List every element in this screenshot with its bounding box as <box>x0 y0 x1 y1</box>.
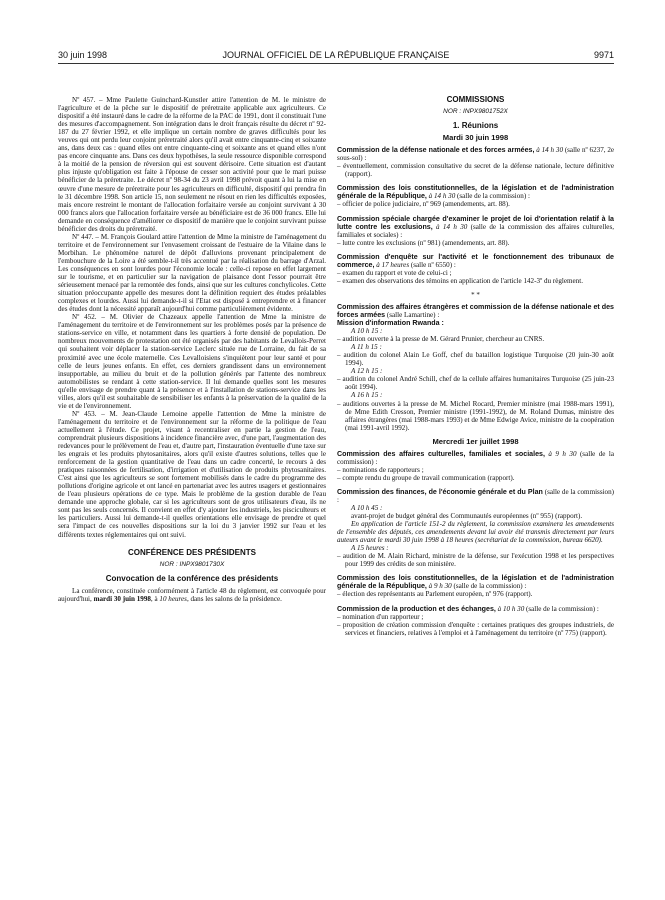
agenda-item: – audition de M. Alain Richard, ministre de la défense, sur l'exécution 1998 et les perspectives pour 1999 des crédits de son ministère. <box>337 552 614 569</box>
commission-name: Commission des lois constitutionnelles, de la législation et de l'administration générale de la République, <box>337 184 614 201</box>
commission-room: (salle de la commission) : <box>337 487 615 504</box>
question-457: Nº 457. – Mme Paulette Guinchard-Kunstler attire l'attention de M. le ministre de l'agriculture et de la pêche sur le dispositif de préretraite applicable aux agriculteurs. Ce dispositif a été instauré dans le cadre de la réforme de la PAC de 1991, dont il constituait l'une des mesures d'accompagnement. Son intégration dans le droit français résulte du décret nº 92-187 du 27 février 1992, et elle implique un certain nombre de graves difficultés pour les veuves qui ont perdu leur conjoint préretraité alors qu'il avait entre cinquante-cinq et soixante ans, dans deux cas : quand elles ont entre cinquante-cinq et soixante ans et quand elles n'ont pas encore cinquante ans. Dans ces deux hypothèses, la seule ressource disponible correspond à la moitié de la pension de réversion qui est souvent dérisoire. Cette situation est d'autant plus injuste qu'obligation est faite à l'épouse de cesser son activité pour que le mari puisse bénéficier de la préretraite. Le décret nº 98-34 du 23 avril 1998 prévoit quant à lui la mise en œuvre d'une mesure de préretraite pour les agriculteurs en difficulté, dispositif qui prendra fin le 31 décembre 1998. Son article 15, non seulement ne résout en rien les difficultés exposées, mais encore restreint le montant de l'allocation forfaitaire versée au conjoint survivant à 30 000 francs alors que l'allocation forfaitaire versée au bénéficiaire est de 36 000 francs. Elle lui demande en conséquence d'améliorer ce dispositif de manière que le conjoint survivant puisse bénéficier des droits du préretraité. <box>58 96 326 233</box>
page-header <box>58 50 614 64</box>
procedure-note: En application de l'article 151-2 du règlement, la commission examinera les amendements de l'ensemble des députés, ces amendements devant lui avoir été transmis directement par leurs auteurs avant le mardi 30 juin 1998 à 18 heures (secrétariat de la commission, bureau 6620). <box>337 520 614 545</box>
commission-room: (salle de la commission) : <box>524 604 599 613</box>
convocation-time: 10 heures <box>159 594 187 603</box>
time-slot: A 10 h 15 : <box>351 327 383 336</box>
convocation-text-e: , dans les salons de la présidence. <box>186 594 282 603</box>
commission-time: à 9 h 30 <box>544 449 577 458</box>
agenda-item: – élection des représentants au Parlement européen, nº 976 (rapport). <box>337 590 533 599</box>
question-452: Nº 452. – M. Olivier de Chazeaux appelle l'attention de Mme la ministre de l'aménagement du territoire et de l'environnement sur les problèmes posés par la présence de stations-service en ville, et notamment dans les quartiers à forte densité de population. De nombreux mouvements de protestation ont été organisés par des habitants de Levallois-Perret qui souhaitent voir déplacer la station-service Leclerc située rue de Lorraine, du fait de sa proximité avec une école maternelle. Ces Levalloisiens s'inquiètent pour leur santé et pour celle de leurs jeunes enfants. En effet, ces derniers grandissent dans un environnement insupportable, au milieu du bruit et de la pollution générés par l'attente des nombreux automobilistes se rendant à cette station-service. Il lui demande quelles sont les mesures qu'elle envisage de prendre quant à la présence et à l'installation de stations-service dans les villes, alors qu'il est souhaitable de sensibiliser les enfants à la préservation de la qualité de la vie et de l'environnement. <box>58 313 326 410</box>
agenda-item: – proposition de création commission d'enquête : certaines pratiques des groupes industriels, de services et financiers, relatives à l'emploi et à l'aménagement du territoire (nº 775) (rapport). <box>337 620 614 637</box>
commission-room: (salle Lamartine) : <box>385 310 440 319</box>
commission-lois-2 <box>337 574 614 598</box>
agenda-item: – lutte contre les exclusions (nº 981) (amendements, art. 88). <box>337 238 510 247</box>
commission-room: (salle de la commission) : <box>455 192 530 201</box>
agenda-item: – examen du rapport et vote de celui-ci ; <box>337 268 452 277</box>
header-journal-title: JOURNAL OFFICIEL DE LA RÉPUBLIQUE FRANÇAISE <box>222 50 450 60</box>
agenda-item: avant-projet de budget général des Communautés européennes (nº 955) (rapport). <box>351 512 583 521</box>
right-column <box>337 96 614 643</box>
asterism-separator: * * <box>471 290 480 299</box>
commission-time: à 14 h 30 <box>426 192 456 201</box>
header-rule <box>58 63 614 64</box>
agenda-item: – audition du colonel Alain Le Goff, chef du bataillon logistique Turquoise (20 juin-30 août 1994). <box>337 351 614 368</box>
agenda-item: – examen des observations des témoins en application de l'article 142-3º du règlement. <box>337 276 583 285</box>
convocation-title: Convocation de la conférence des présidents <box>105 573 279 583</box>
commission-enquete <box>337 253 614 285</box>
commission-name: Commission des lois constitutionnelles, de la législation et de l'administration générale de la République, <box>337 574 614 591</box>
reunions-title: 1. Réunions <box>452 121 499 131</box>
left-column <box>58 96 326 603</box>
commission-time: à 14 h 30 <box>432 222 468 231</box>
commission-time: à 9 h 30 <box>426 582 452 591</box>
question-447: Nº 447. – M. François Goulard attire l'attention de Mme la ministre de l'aménagement du territoire et de l'environnement sur l'envasement croissant de l'estuaire de la Vilaine dans le Morbihan. Le phénomène naturel de dépôt d'alluvions provenant principalement de l'embouchure de la Loire a été semble-t-il très accentué par la réalisation du barrage d'Arzal. Les conséquences en sont lourdes pour l'économie locale : celle-ci repose en effet largement sur le tourisme, et en particulier sur la navigation de plaisance dont l'essor pourrait être sérieusement menacé par la remontée des fonds, ainsi que sur les cultures conchylicoles. Cette situation préoccupante appelle des mesures dont la définition requiert des études préalables complexes et lourdes. Aussi lui demande-t-il si l'Etat est disposé à entreprendre et à financer des études dont la nécessité apparaît aujourd'hui comme particulièrement évidente. <box>58 232 326 314</box>
agenda-item: – nomination d'un rapporteur ; <box>337 612 424 621</box>
agenda-item: – audition du colonel André Schill, chef de la cellule affaires humanitaires Turquoise (25 juin-23 août 1994). <box>337 375 614 392</box>
header-date: 30 juin 1998 <box>58 50 108 60</box>
time-slot: A 15 heures : <box>351 544 389 553</box>
commission-time: à 10 h 30 <box>495 604 525 613</box>
commission-name: Commission de la production et des échanges, <box>337 604 496 613</box>
commission-defense <box>337 146 614 178</box>
commission-name: Commission des finances, de l'économie générale et du Plan <box>337 487 543 496</box>
commission-finances <box>337 488 614 568</box>
header-page-number: 9971 <box>593 50 614 60</box>
commission-exclusions <box>337 215 614 247</box>
agenda-item: – audition ouverte à la presse de M. Gérard Prunier, chercheur au CNRS. <box>337 335 545 344</box>
commission-name: Commission des affaires étrangères et commission de la défense nationale et des forces armées <box>337 302 614 319</box>
commission-rwanda <box>337 303 614 432</box>
convocation-text-a: La conférence, constituée conformément à l'article 48 du règlement, est convoquée pour aujourd'hui, <box>58 586 326 603</box>
agenda-item: – officier de police judiciaire, nº 969 (amendements, art. 88). <box>337 200 510 209</box>
commission-time: à 14 h 30 <box>534 146 563 155</box>
question-453: Nº 453. – M. Jean-Claude Lemoine appelle l'attention de Mme la ministre de l'aménagement du territoire et de l'environnement sur la réforme de la politique de l'eau actuellement à l'étude. Ce projet, visant à recentraliser en partie la gestion de l'eau, comprendrait plusieurs dispositions à incidence financière avec, d'une part, l'augmentation des redevances pour le prélèvement de l'eau et, d'autre part, l'instauration éventuelle d'une taxe sur les engrais et les produits phytosanitaires, alors qu'il existe d'autres solutions, telles que le renforcement de la gestion quantitative de l'eau dans un cadre concerté, le recours à des pratiques raisonnées de fertilisation, d'irrigation et d'utilisation de produits phytosanitaires. C'est ainsi que les agriculteurs se sont fortement mobilisés dans le cadre du programme des pollutions d'origine agricole et ont lancé en partenariat avec les autres usagers et gestionnaires de l'eau plusieurs opérations de ce type. Mais le problème de la gestion durable de l'eau demande une approche globale, car si les agriculteurs sont de gros utilisateurs d'eau, ils ne sont pas les seuls concernés. Il convient en effet d'y ajouter les industriels, les pisciculteurs et les particuliers. Aussi lui demande-t-il quelles orientations elle envisage de prendre et quel sera l'impact de ces nouvelles dispositions sur la loi du 3 janvier 1992 sur l'eau et les différents textes réglementaires qui ont suivi. <box>58 409 326 539</box>
commissions-title: COMMISSIONS <box>446 95 505 104</box>
commission-room: (salle nº 6550) : <box>409 260 456 269</box>
conference-nor: NOR : INPX9801730X <box>159 560 225 568</box>
commission-room: (salle de la commission) : <box>451 582 527 591</box>
day-heading-1: Mardi 30 juin 1998 <box>442 133 509 143</box>
convocation-date: mardi 30 juin 1998 <box>93 594 151 603</box>
agenda-item: – compte rendu du groupe de travail communication (rapport). <box>337 473 515 482</box>
commission-name: Commission des affaires culturelles, familiales et sociales, <box>337 449 545 458</box>
commission-name: Commission spéciale chargée d'examiner le projet de loi d'orientation relatif à la lutte contre les exclusions, <box>337 214 614 231</box>
time-slot: A 16 h 15 : <box>351 391 383 400</box>
commission-time: à 17 heures <box>374 260 410 269</box>
commission-name: Commission d'enquête sur l'activité et le fonctionnement des tribunaux de commerce, <box>337 252 614 269</box>
conference-title: CONFÉRENCE DES PRÉSIDENTS <box>127 547 257 557</box>
agenda-item: – nominations de rapporteurs ; <box>337 465 424 474</box>
convocation-text-c: , à <box>150 594 160 603</box>
agenda-item: – auditions ouvertes à la presse de M. Michel Rocard, Premier ministre (mai 1988-mars 1991), de Mme Edith Cresson, Premier ministre (1991-1992), de M. Roland Dumas, ministre des affaires étrangères (mai 1988-mars 1993) et de Mme Edwige Avice, ministre de la coopération (mai 1991-avril 1992). <box>337 399 614 432</box>
convocation-text <box>58 587 326 603</box>
commission-room: (salle de la commission) : <box>337 449 615 466</box>
commission-room: (salle nº 6237, 2e sous-sol) : <box>337 146 615 163</box>
commissions-nor: NOR : INPX9801752X <box>443 108 508 116</box>
agenda-item: – éventuellement, commission consultative du secret de la défense nationale, lecture définitive (rapport). <box>337 162 614 179</box>
time-slot: A 12 h 15 : <box>351 367 383 376</box>
commission-lois-1 <box>337 184 614 208</box>
day-heading-2: Mercredi 1er juillet 1998 <box>432 436 519 446</box>
time-slot: A 10 h 45 : <box>351 504 383 513</box>
commission-name: Commission de la défense nationale et des forces armées, <box>337 146 535 155</box>
commission-affaires-culturelles <box>337 450 614 482</box>
commission-room: (salle de la commission des affaires culturelles, familiales et sociales) : <box>337 222 614 239</box>
time-slot: A 11 h 15 : <box>351 343 382 352</box>
mission-title: Mission d'information Rwanda : <box>337 319 444 328</box>
commission-production <box>337 605 614 637</box>
